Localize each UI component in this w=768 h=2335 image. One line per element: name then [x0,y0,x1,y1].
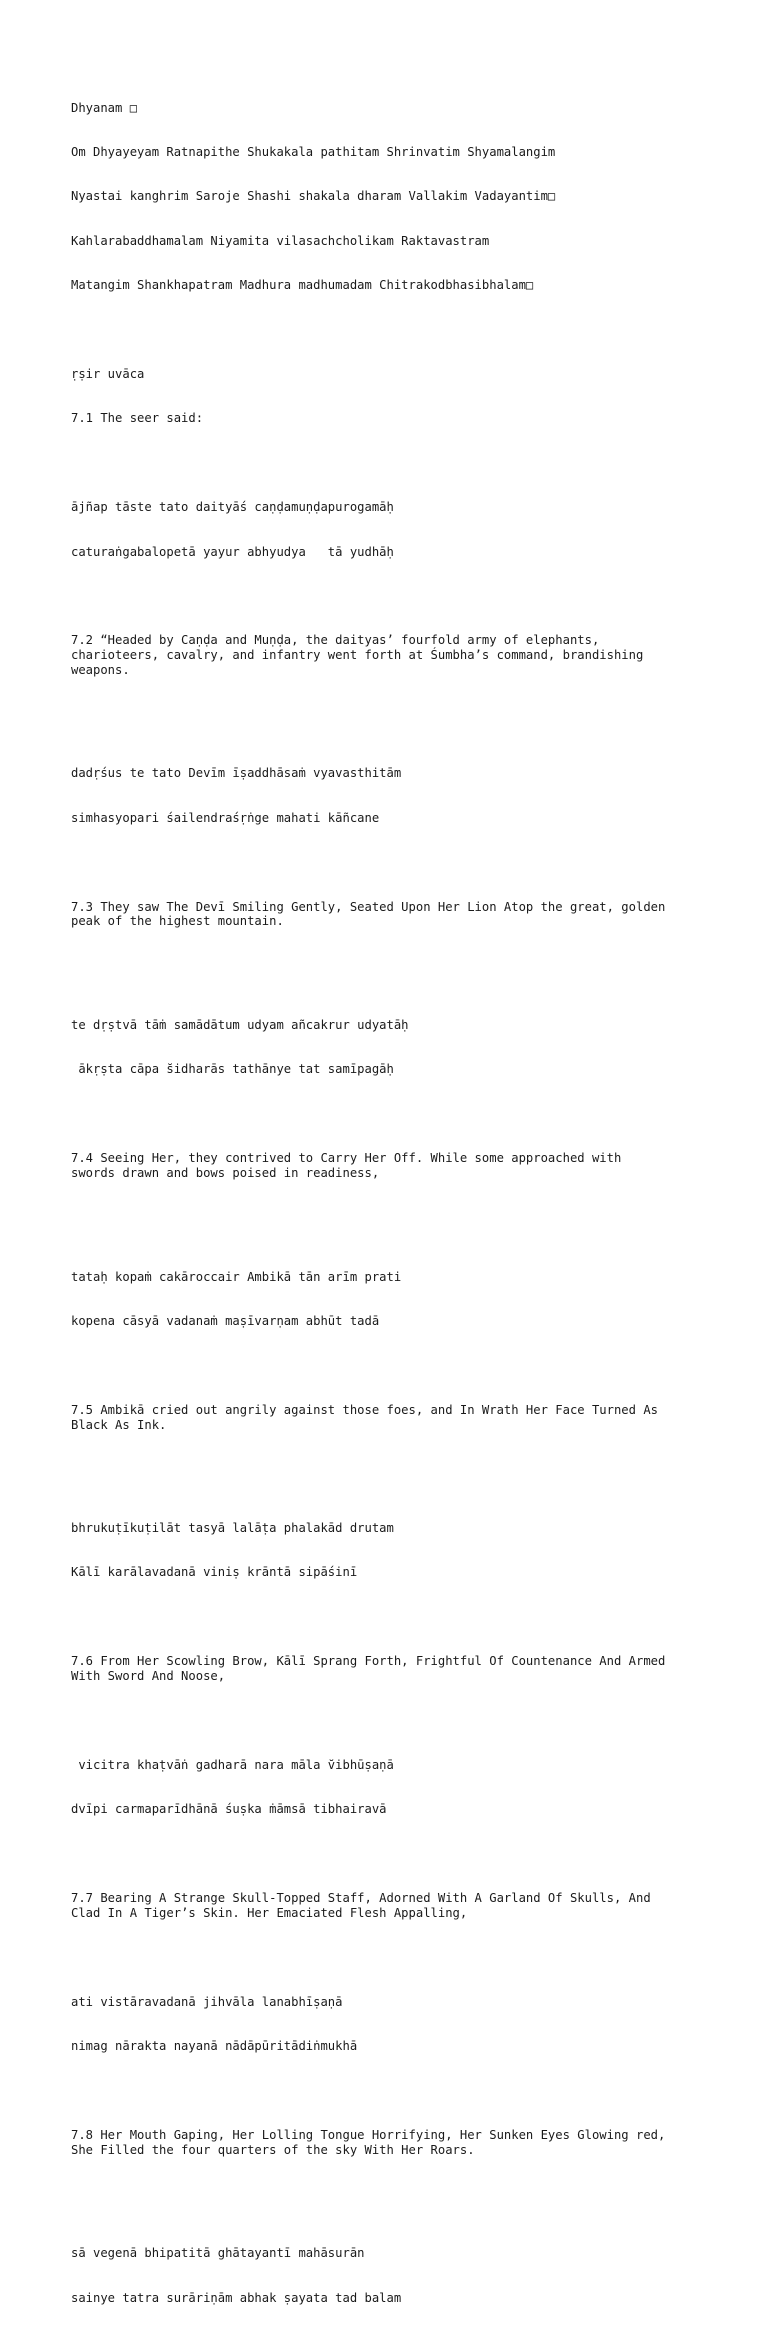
sanskrit-line: nimag nārakta nayanā nādāpūritādiṅmukhā [71,2038,358,2053]
verse-7-7 [71,1728,751,1950]
verse-translation: 7.7 Bearing A Strange Skull-Topped Staff, Adorned With A Garland Of Skulls, And Clad In A Tiger’s Skin. Her Emaciated Flesh Appalling, [71,1891,651,1920]
verse-translation: 7.4 Seeing Her, they contrived to Carry Her Off. While some approached with swords drawn and bows poised in readiness, [71,1151,622,1180]
verse-translation: 7.1 The seer said: [71,411,204,426]
verse-7-2 [71,471,751,708]
verse-7-5 [71,1240,751,1462]
dhyanam-line: Matangim Shankhapatram Madhura madhumadam Chitrakodbhasibhalam□ [71,278,534,293]
sanskrit-line: kopena cāsyā vadanaṁ maṣīvarṇam abhūt tadā [71,1313,380,1328]
sanskrit-line: Kālī karālavadanā viniṣ krāntā sipāśinī [71,1565,358,1580]
speaker-heading: ṛṣir uvāca [71,366,145,381]
dhyanam-line: Nyastai kanghrim Saroje Shashi shakala dharam Vallakim Vadayantim□ [71,189,556,204]
sanskrit-line: ākṛṣta cāpa ̆sidharās tathānye tat samīpagāḥ [71,1062,394,1077]
dhyanam-section [71,71,751,323]
verse-7-4 [71,988,751,1210]
sanskrit-line: sā vegenā bhipatitā ghātayantī mahāsurān [71,2246,365,2261]
verse-translation: 7.5 Ambikā cried out angrily against those foes, and In Wrath Her Face Turned As Black As Ink. [71,1402,658,1432]
dhyanam-line: Dhyanam □ [71,100,138,115]
sanskrit-line: bhrukuṭīkuṭilāt tasyā lalāṭa phalakād drutam [71,1521,394,1536]
sanskrit-line: te dṛṣtvā tāṁ samādātum udyam añcakrur udyatāḥ [71,1018,409,1032]
sanskrit-line: dadṛśus te tato Devīm īṣaddhāsaṁ vyavasthitām [71,766,402,781]
sanskrit-line: dvīpi carmaparīdhānā śuṣka ṁāmsā tibhairavā [71,1802,387,1817]
sanskrit-line: tataḥ kopaṁ cakāroccair Ambikā tān arīm prati [71,1269,402,1284]
dhyanam-line: Kahlarabaddhamalam Niyamita vilasachcholikam Raktavastram [71,233,490,248]
document-page [71,71,751,2335]
verse-translation: 7.6 From Her Scowling Brow, Kālī Sprang Forth, Frightful Of Countenance And Armed With Sword And Noose, [71,1654,666,1684]
seer-section [71,337,751,455]
sanskrit-line: sainye tatra surāriṇām abhak ṣayata tad balam [71,2290,402,2305]
verse-translation: 7.3 They saw The Devī Smiling Gently, Seated Upon Her Lion Atop the great, golden peak of the highest mountain. [71,899,666,929]
verse-translation: 7.8 Her Mouth Gaping, Her Lolling Tongue Horrifying, Her Sunken Eyes Glowing red, She Filled the four quarters of the sky With Her Roars. [71,2127,666,2157]
verse-7-3 [71,737,751,959]
sanskrit-line: caturaṅgabalopetā yayur abhyudya tā yudhāḥ [71,544,394,559]
sanskrit-line: ati vistāravadanā jihvāla lanabhīṣaṇā [71,1994,343,2009]
dhyanam-line: Om Dhyayeyam Ratnapithe Shukakala pathitam Shrinvatim Shyamalangim [71,144,556,159]
sanskrit-line: ājñap tāste tato daityāś caṇḍamuṇḍapurogamāḥ [71,500,394,515]
verse-translation: 7.2 “Headed by Caṇḍa and Muṇḍa, the daityas’ fourfold army of elephants, charioteers, cavalry, and infantry went forth at Śumbha’s command, brandishing weapons. [71,633,644,677]
sanskrit-line: vicitra khaṭvāṅ gadharā nara māla ̆vibhūṣaṇā [71,1757,394,1772]
verse-7-8 [71,1965,751,2187]
verse-7-6 [71,1492,751,1714]
verse-7-9 [71,2217,751,2335]
sanskrit-line: simhasyopari śailendraśṛṅge mahati kāñcane [71,810,380,825]
